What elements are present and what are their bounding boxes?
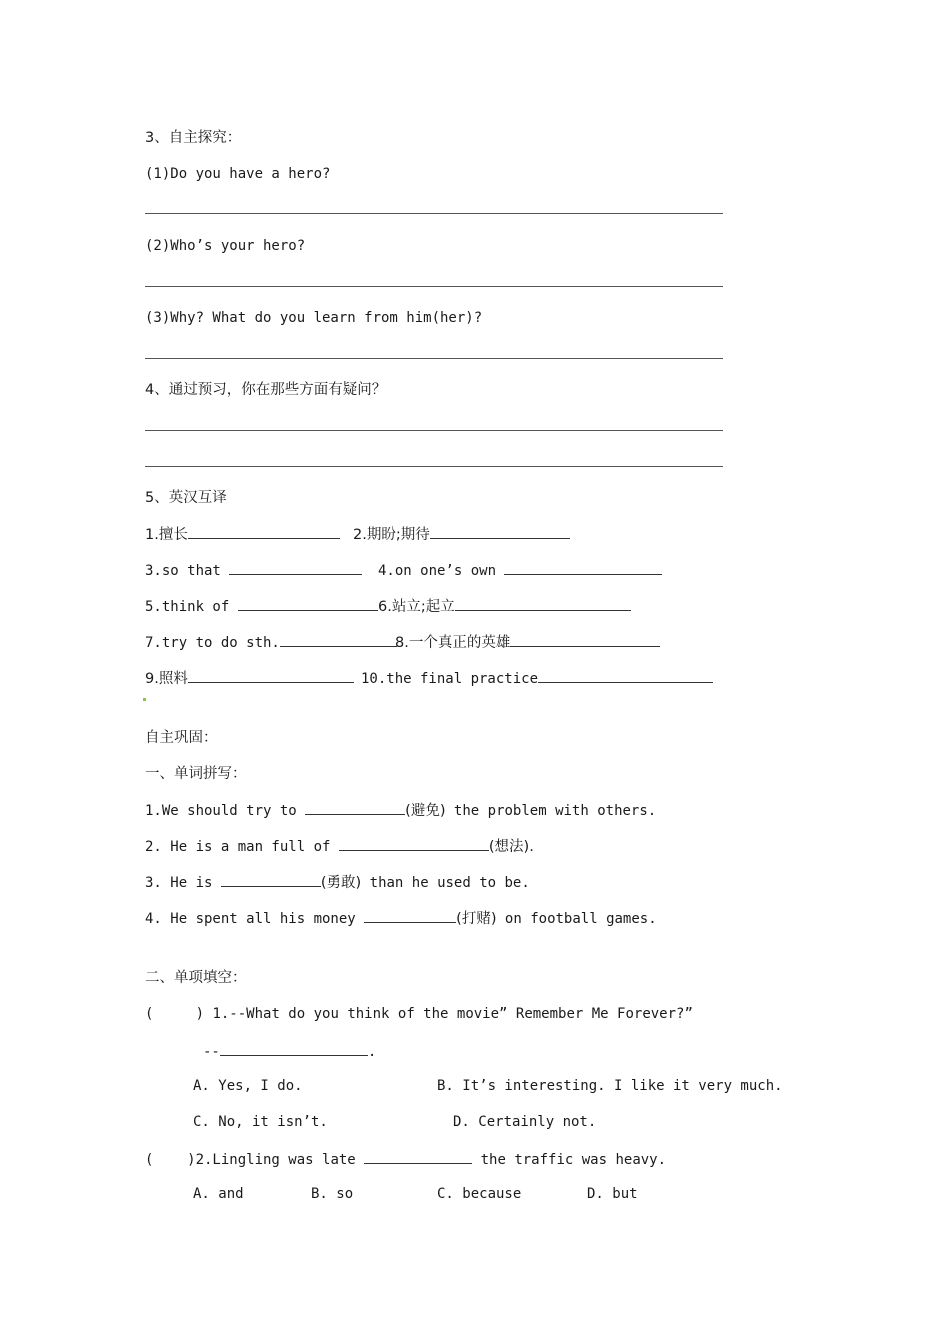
mc-option-d[interactable]: D. Certainly not.	[453, 1114, 597, 1130]
mc-option-b[interactable]: B. It’s interesting. I like it very much.	[437, 1078, 783, 1094]
translation-item-9: 9.照料	[145, 667, 354, 689]
question-2: (2)Who’s your hero?	[145, 238, 306, 254]
mc-option-d[interactable]: D. but	[587, 1186, 638, 1202]
answer-blank[interactable]	[504, 559, 662, 575]
spelling-sentence-3: 3. He is (勇敢) than he used to be.	[145, 871, 530, 893]
answer-blank[interactable]	[364, 907, 456, 923]
answer-line[interactable]	[145, 466, 723, 467]
mc-option-c[interactable]: C. No, it isn’t.	[193, 1114, 328, 1130]
mc-question-2: ( )2.Lingling was late the traffic was heavy.	[145, 1148, 666, 1170]
mc-option-c[interactable]: C. because	[437, 1186, 522, 1202]
spelling-sentence-2: 2. He is a man full of (想法).	[145, 835, 534, 857]
translation-item-4: 4.on one’s own	[378, 559, 662, 581]
answer-blank[interactable]	[364, 1148, 472, 1164]
answer-line[interactable]	[145, 286, 723, 287]
translation-item-3: 3.so that	[145, 559, 362, 581]
translation-item-8: 8.一个真正的英雄	[395, 631, 660, 653]
translation-item-10: 10.the final practice	[361, 667, 713, 689]
section-4-heading: 4、通过预习，你在那些方面有疑问？	[145, 382, 387, 398]
green-dot-mark	[143, 698, 146, 701]
answer-blank[interactable]	[238, 595, 378, 611]
mc-question-1-response: -- .	[203, 1040, 376, 1062]
section-3-heading: 3、自主探究：	[145, 130, 242, 146]
part-1-heading: 一、单词拼写：	[145, 766, 247, 782]
translation-item-6: 6.站立;起立	[378, 595, 631, 617]
answer-blank[interactable]	[280, 631, 397, 647]
answer-line[interactable]	[145, 430, 723, 431]
part-2-heading: 二、单项填空：	[145, 970, 247, 986]
consolidation-heading: 自主巩固：	[145, 730, 218, 746]
spelling-sentence-4: 4. He spent all his money (打赌) on football games.	[145, 907, 657, 929]
answer-blank[interactable]	[229, 559, 362, 575]
answer-blank[interactable]	[430, 523, 570, 539]
mc-question-1: ( ) 1.--What do you think of the movie” Remember Me Forever?”	[145, 1006, 693, 1022]
answer-blank[interactable]	[305, 799, 405, 815]
translation-item-7: 7.try to do sth.	[145, 631, 397, 653]
question-3: (3)Why? What do you learn from him(her)?	[145, 310, 483, 326]
answer-blank[interactable]	[221, 871, 321, 887]
answer-line[interactable]	[145, 358, 723, 359]
answer-paren[interactable]: ( )	[145, 1006, 205, 1022]
translation-item-5: 5.think of	[145, 595, 378, 617]
translation-item-1: 1.擅长	[145, 523, 340, 545]
answer-blank[interactable]	[188, 667, 354, 683]
answer-paren[interactable]: ( )	[145, 1152, 196, 1168]
question-1: (1)Do you have a hero?	[145, 166, 331, 182]
mc-option-b[interactable]: B. so	[311, 1186, 354, 1202]
answer-blank[interactable]	[538, 667, 713, 683]
answer-line[interactable]	[145, 213, 723, 214]
translation-item-2: 2.期盼;期待	[353, 523, 570, 545]
answer-blank[interactable]	[220, 1040, 368, 1056]
answer-blank[interactable]	[339, 835, 489, 851]
answer-blank[interactable]	[188, 523, 340, 539]
mc-option-a[interactable]: A. and	[193, 1186, 244, 1202]
answer-blank[interactable]	[455, 595, 631, 611]
answer-blank[interactable]	[510, 631, 660, 647]
spelling-sentence-1: 1.We should try to (避免) the problem with others.	[145, 799, 656, 821]
mc-option-a[interactable]: A. Yes, I do.	[193, 1078, 303, 1094]
section-5-heading: 5、英汉互译	[145, 490, 227, 506]
